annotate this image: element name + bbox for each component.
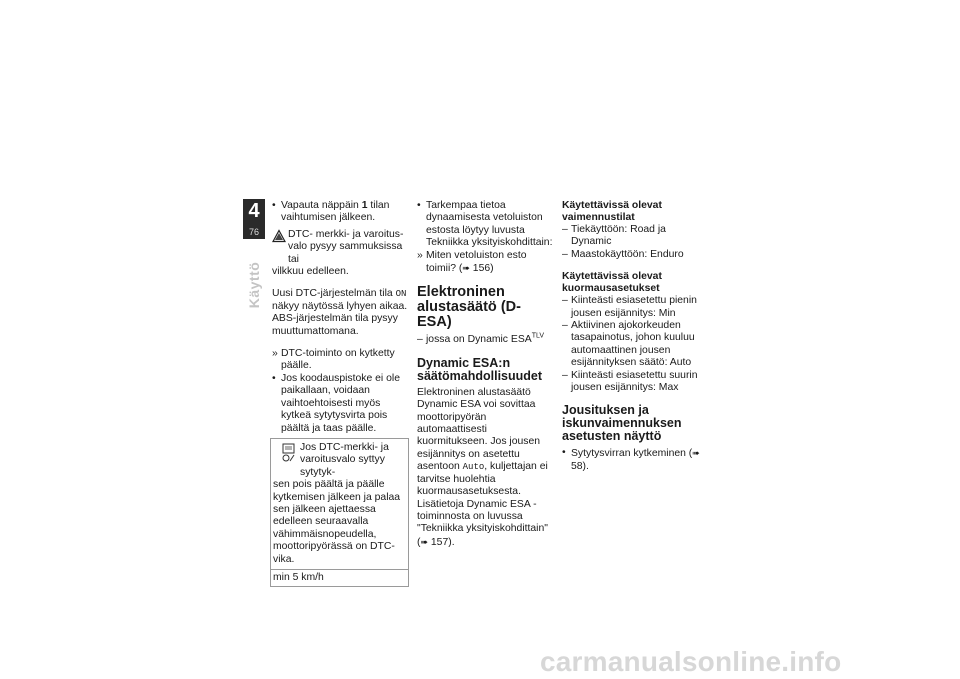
page-ref-arrow-icon: ➠ — [420, 536, 429, 547]
equipment-note: – jossa on Dynamic $ESA^{TLV}$ — [417, 334, 553, 346]
column-2 — [417, 200, 553, 549]
section-label-text: Käyttö — [245, 261, 262, 309]
page-ref-arrow-icon: ➠ — [462, 263, 470, 274]
result-cross-ref: » Miten vetoluiston esto toimii? (➠ 156) — [417, 250, 553, 276]
step-more-info: • Tarkempaa tietoa dynaamisesta vetoluiston estosta löytyy luvusta Tekniikka yksityiskohdittain: — [417, 200, 553, 250]
chapter-number: 4 — [248, 200, 260, 222]
list-item: – Maastokäyttöön: Enduro — [562, 249, 702, 261]
step-coding-plug: • Jos koodauspistoke ei ole paikallaan, voidaan vaihtoehtoisesti myös kytkeä sytytysvirta pois päältä ja taas päälle. — [272, 373, 409, 435]
section-label — [243, 245, 265, 325]
watermark: carmanualsonline.info — [540, 646, 842, 677]
heading-damping-modes: Käytettävissä olevat vaimennustilat — [562, 200, 662, 223]
heading-load-settings: Käytettävissä olevat kuormausasetukset — [562, 271, 662, 295]
list-item: – Kiinteästi esiasetettu suurin jousen esijännitys: Max — [562, 370, 702, 395]
traction-control-icon — [281, 443, 296, 463]
info-box — [270, 438, 409, 587]
key-number: 1 — [361, 200, 368, 211]
heading-desa: Elektroninen alustasäätö (D-ESA) — [417, 284, 521, 331]
column-1 — [272, 200, 409, 587]
heading-adjustment-options: Dynamic ESA:n säätömahdollisuudet — [417, 355, 543, 383]
warning-note-cont: vilkkuu edelleen. — [272, 266, 349, 278]
warning-triangle-icon — [272, 229, 286, 243]
setting-code: Auto — [462, 462, 485, 473]
paragraph-dtc-status: Uusi DTC-järjestelmän tila ON näkyy näytössä lyhyen aikaa. ABS-järjestelmän tila pysyy muuttumattomana. — [272, 288, 408, 337]
heading-settings-display: Jousituksen ja iskunvaimennuksen asetusten näyttö — [562, 403, 682, 444]
page-number: 76 — [248, 227, 259, 237]
column-3 — [562, 200, 702, 473]
result-dtc-on: » DTC-toiminto on kytketty päälle. — [272, 348, 409, 373]
info-box-hang: Jos DTC-merkki- ja varoitusvalo syttyy sytytyk- — [273, 442, 405, 479]
list-item: – Aktiivinen ajokorkeuden tasapainotus, johon kuuluu automaattinen jousen esijännityksen säätö: Auto — [562, 320, 702, 370]
list-item: – Tiekäyttöön: Road ja Dynamic — [562, 224, 702, 249]
page-ref-arrow-icon: ➠ — [692, 448, 700, 459]
info-box-text: sen pois päältä ja päälle kytkemisen jälkeen ja palaa sen jälkeen ajettaessa edelleen seuraavalla vähimmäisnopeudella, moottoripyörässä on DTC-vika. — [273, 479, 401, 565]
list-item: – Kiinteästi esiasetettu pienin jousen esijännitys: Min — [562, 295, 702, 320]
chapter-tab — [243, 199, 265, 239]
warning-note: DTC- merkki- ja varoitus- valo pysyy sammuksissa tai — [272, 229, 409, 266]
info-box-min-speed: min 5 km/h — [271, 569, 408, 586]
status-code: ON — [395, 289, 407, 300]
step-release-key: • Vapauta näppäin 1 tilan vaihtumisen jälkeen. — [272, 200, 409, 225]
step-ignition-on: • Sytytysvirran kytkeminen (➠ 58). — [562, 447, 702, 473]
paragraph-dynamic-esa: Elektroninen alustasäätö Dynamic ESA voi sovittaa moottoripyörän automaattisesti kuormitukseen. Jos jousen esijännitys on asetettu asentoon Auto, kuljettajan ei tarvitse huolehtia kuormausasetuksesta. Lisätietoja Dynamic ESA -toiminnosta on luvussa "Tekniikka yksityiskohdittain" (➠ 157). — [417, 386, 548, 548]
